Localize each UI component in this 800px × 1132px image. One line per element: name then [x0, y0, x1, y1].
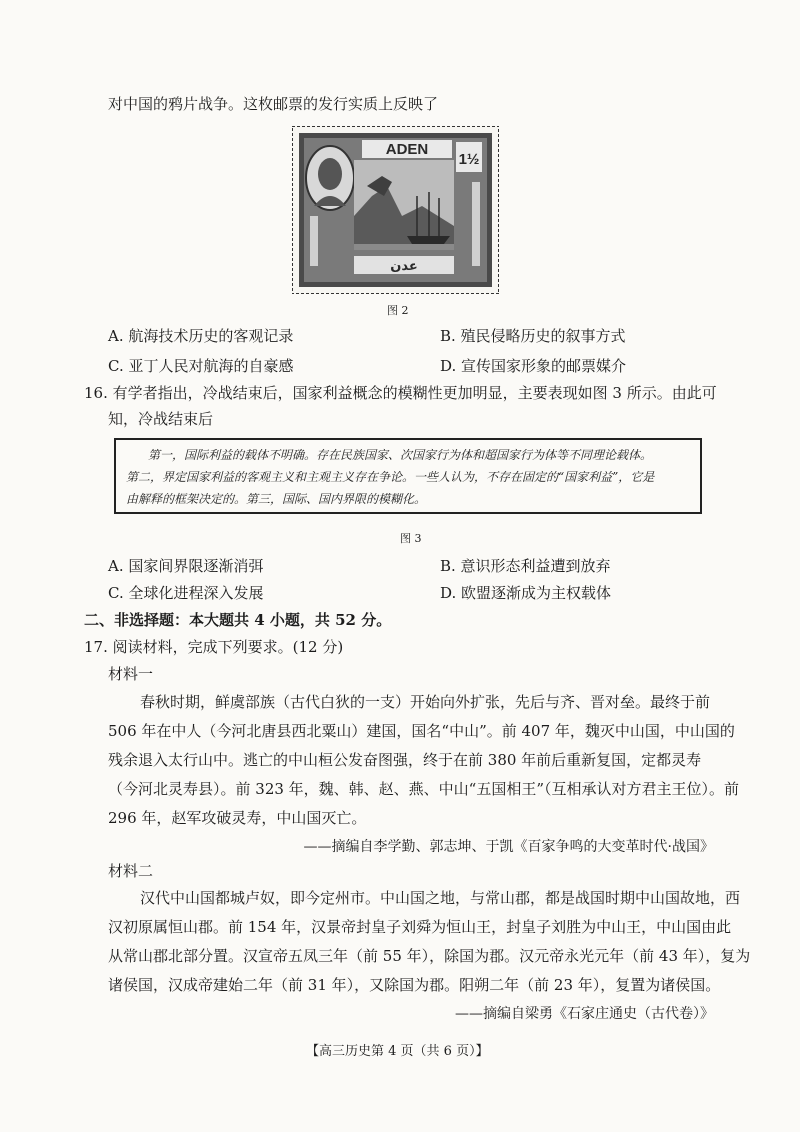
material-1-label: 材料一 [108, 665, 154, 683]
material-1-line-5: 296 年，赵军攻破灵寿，中山国灭亡。 [108, 809, 367, 827]
question-16-stem-line1: 16. 有学者指出，冷战结束后，国家利益概念的模糊性更加明显，主要表现如图 3 所示。由此可 [84, 384, 717, 402]
figure-3-line-1: 第一，国际利益的载体不明确。存在民族国家、次国家行为体和超国家行为体等不同理论载体。 [148, 448, 653, 462]
question-16-stem-line2: 知，冷战结束后 [108, 410, 214, 428]
q16-option-b[interactable]: B. 意识形态利益遭到放弃 [440, 557, 611, 575]
material-1-source: ——摘编自李学勤、郭志坤、于凯《百家争鸣的大变革时代·战国》 [303, 839, 714, 855]
material-2-line-3: 从常山郡北部分置。汉宣帝五凤三年（前 55 年），除国为郡。汉元帝永光元年（前 43 年），复为 [108, 947, 751, 965]
figure-3-caption: 图 3 [400, 532, 422, 545]
figure-3-line-3: 由解释的框架决定的。第三，国际、国内界限的模糊化。 [126, 492, 427, 506]
figure-3-textbox [114, 438, 702, 514]
material-2-line-2: 汉初原属恒山郡。前 154 年，汉景帝封皇子刘舜为恒山王，封皇子刘胜为中山王，中山国由此 [108, 918, 732, 936]
page-footer: 【高三历史第 4 页（共 6 页）】 [306, 1044, 489, 1059]
material-1-line-4: （今河北灵寿县）。前 323 年，魏、韩、赵、燕、中山“五国相王”（互相承认对方君主王位）。前 [108, 780, 740, 798]
q15-option-a[interactable]: A. 航海技术历史的客观记录 [108, 327, 294, 345]
question-15-stem-tail: 对中国的鸦片战争。这枚邮票的发行实质上反映了 [108, 95, 439, 113]
section-2-heading: 二、非选择题：本大题共 4 小题，共 52 分。 [84, 611, 392, 629]
q15-option-d[interactable]: D. 宣传国家形象的邮票媒介 [440, 357, 627, 375]
material-2-line-4: 诸侯国，汉成帝建始二年（前 31 年），又除国为郡。阳朔二年（前 23 年），复置为诸侯国。 [108, 976, 721, 994]
aden-stamp-image [292, 126, 499, 294]
material-1-line-1: 春秋时期，鲜虞部族（古代白狄的一支）开始向外扩张，先后与齐、晋对垒。最终于前 [140, 693, 711, 711]
q15-option-c[interactable]: C. 亚丁人民对航海的自豪感 [108, 357, 294, 375]
question-17-stem: 17. 阅读材料，完成下列要求。(12 分) [84, 638, 344, 656]
figure-2-caption: 图 2 [387, 304, 409, 317]
q16-option-c[interactable]: C. 全球化进程深入发展 [108, 584, 264, 602]
stamp-country-text: ADEN [385, 141, 429, 158]
q15-option-b[interactable]: B. 殖民侵略历史的叙事方式 [440, 327, 626, 345]
material-1-line-2: 506 年在中人（今河北唐县西北粟山）建国，国名“中山”。前 407 年，魏灭中山国，中山国的 [108, 722, 735, 740]
material-1-line-3: 残余退入太行山中。逃亡的中山桓公发奋图强，终于在前 380 年前后重新复国，定都灵寿 [108, 751, 702, 769]
material-2-line-1: 汉代中山国都城卢奴，即今定州市。中山国之地，与常山郡，都是战国时期中山国故地，西 [140, 889, 741, 907]
material-2-label: 材料二 [108, 862, 154, 880]
material-2-source: ——摘编自梁勇《石家庄通史（古代卷）》 [455, 1006, 714, 1022]
q16-option-a[interactable]: A. 国家间界限逐渐消弭 [108, 557, 264, 575]
stamp-value-text: 1½ [458, 151, 480, 168]
stamp-arabic-text: عدن [390, 259, 418, 274]
figure-3-line-2: 第二，界定国家利益的客观主义和主观主义存在争论。一些人认为，不存在固定的“国家利益”，它是 [126, 470, 655, 484]
q16-option-d[interactable]: D. 欧盟逐渐成为主权载体 [440, 584, 612, 602]
